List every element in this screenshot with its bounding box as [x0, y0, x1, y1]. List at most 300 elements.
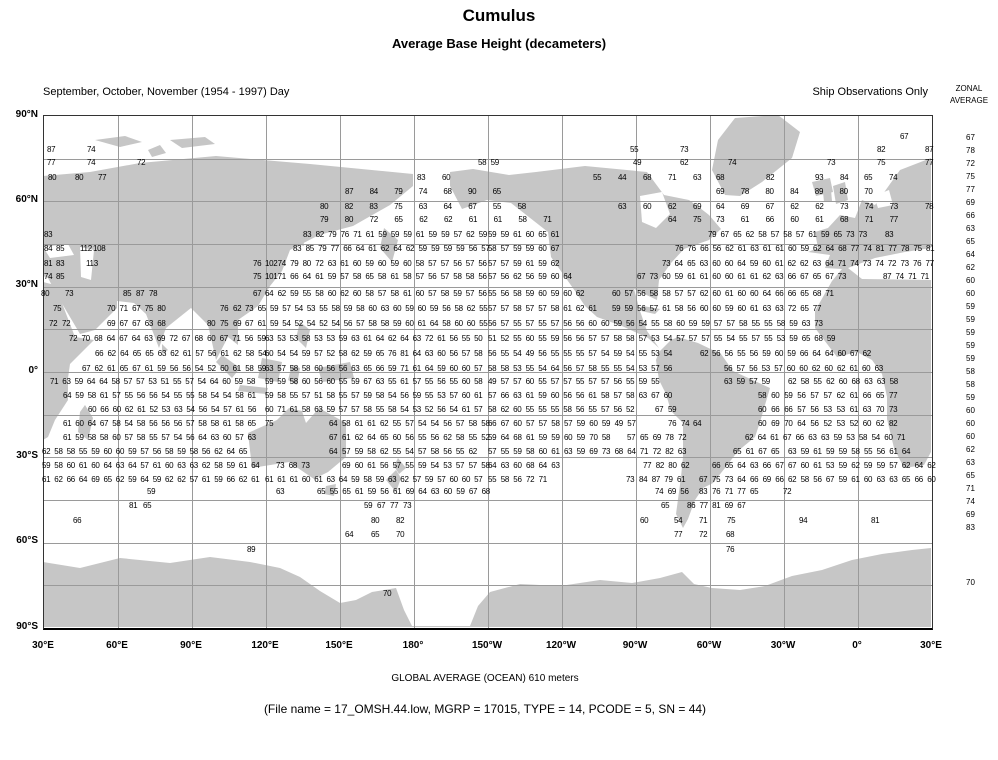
grid-value: 62: [790, 202, 799, 211]
grid-value: 63: [801, 319, 811, 328]
grid-value: 56: [613, 405, 622, 414]
grid-value: 83: [699, 487, 708, 496]
grid-value: 74: [728, 158, 737, 167]
grid-value: 61: [412, 364, 421, 373]
grid-value: 57: [136, 377, 145, 386]
grid-value: 72: [315, 259, 324, 268]
grid-value: 56: [400, 391, 409, 400]
grid-value: 57: [538, 304, 547, 313]
grid-value: 64: [737, 475, 746, 484]
zonal-average-value: 59: [966, 302, 975, 311]
grid-value: 58: [563, 405, 572, 414]
grid-value: 60: [525, 230, 534, 239]
grid-value: 74: [895, 272, 904, 281]
grid-value: 56: [712, 244, 721, 253]
grid-value: 67: [825, 272, 834, 281]
grid-value: 55: [538, 334, 547, 343]
grid-value: 73: [276, 461, 285, 470]
grid-value: 59: [327, 272, 337, 281]
grid-value: 62: [340, 289, 349, 298]
grid-value: 55: [563, 349, 572, 358]
zonal-average-value: 59: [966, 315, 975, 324]
grid-value: 59: [290, 289, 299, 298]
grid-value: 60: [538, 447, 547, 456]
grid-value: 61: [687, 272, 696, 281]
grid-value: 66: [799, 349, 809, 358]
grid-value: 61: [588, 304, 597, 313]
grid-value: 61: [849, 391, 858, 400]
grid-value: 59: [576, 433, 585, 442]
grid-value: 60: [91, 461, 100, 470]
grid-value: 59: [429, 304, 439, 313]
grid-value: 52: [294, 319, 303, 328]
grid-value: 59: [525, 244, 534, 253]
grid-value: 62: [699, 289, 709, 298]
grid-value: 55: [455, 447, 465, 456]
grid-value: 59: [538, 391, 547, 400]
grid-value: 55: [424, 391, 434, 400]
grid-value: 57: [500, 244, 509, 253]
grid-value: 60: [663, 391, 672, 400]
grid-value: 64: [209, 377, 219, 386]
grid-value: 64: [86, 377, 96, 386]
grid-value: 57: [674, 289, 684, 298]
grid-value: 57: [140, 447, 149, 456]
grid-value: 62: [762, 272, 771, 281]
grid-value: 56: [136, 391, 146, 400]
grid-value: 59: [405, 304, 414, 313]
grid-value: 57: [453, 230, 462, 239]
grid-value: 68: [812, 289, 822, 298]
grid-value: 63: [750, 244, 759, 253]
grid-value: 63: [144, 319, 153, 328]
grid-value: 59: [838, 461, 847, 470]
grid-value: 66: [771, 405, 780, 414]
grid-value: 77: [889, 391, 898, 400]
grid-value: 64: [488, 461, 497, 470]
grid-value: 54: [210, 391, 219, 400]
grid-value: 59: [490, 158, 499, 167]
grid-value: 59: [551, 433, 560, 442]
grid-value: 72: [49, 319, 58, 328]
grid-value: 73: [626, 475, 635, 484]
grid-value: 75: [265, 419, 274, 428]
grid-value: 55: [601, 364, 610, 373]
grid-value: 61: [340, 259, 349, 268]
grid-value: 59: [418, 244, 427, 253]
grid-value: 53: [823, 405, 832, 414]
grid-value: 53: [148, 377, 157, 386]
grid-value: 68: [726, 530, 735, 539]
grid-value: 67: [758, 447, 767, 456]
grid-value: 71: [668, 173, 677, 182]
grid-value: 62: [788, 377, 797, 386]
grid-value: 64: [367, 433, 376, 442]
grid-value: 56: [443, 419, 452, 428]
grid-value: 58: [465, 272, 475, 281]
grid-value: 61: [367, 419, 376, 428]
grid-value: 55: [392, 419, 401, 428]
grid-value: 59: [513, 259, 522, 268]
grid-value: 61: [851, 475, 860, 484]
grid-value: 61: [849, 364, 858, 373]
grid-value: 66: [750, 475, 759, 484]
grid-value: 72: [62, 319, 71, 328]
grid-value: 62: [107, 349, 116, 358]
grid-value: 59: [538, 272, 547, 281]
grid-value: 59: [390, 259, 399, 268]
grid-value: 74: [277, 259, 286, 268]
grid-value: 62: [238, 475, 248, 484]
grid-value: 57: [465, 289, 475, 298]
grid-value: 59: [550, 334, 560, 343]
grid-value: 56: [749, 364, 758, 373]
grid-value: 58: [210, 419, 219, 428]
grid-value: 57: [588, 377, 597, 386]
grid-value: 54: [638, 319, 647, 328]
grid-value: 89: [247, 545, 256, 554]
grid-value: 67: [783, 433, 792, 442]
grid-value: 61: [699, 272, 709, 281]
grid-value: 71: [864, 215, 874, 224]
grid-value: 53: [776, 334, 785, 343]
grid-value: 74: [889, 173, 898, 182]
grid-value: 58: [488, 364, 497, 373]
grid-value: 66: [787, 272, 796, 281]
grid-value: 71: [353, 230, 362, 239]
grid-value: 59: [367, 487, 376, 496]
grid-value: 61: [770, 433, 779, 442]
grid-value: 60: [112, 433, 121, 442]
grid-value: 65: [375, 349, 384, 358]
grid-value: 61: [63, 419, 72, 428]
grid-value: 52: [481, 433, 490, 442]
zonal-average-value: 59: [966, 354, 975, 363]
grid-value: 63: [638, 391, 647, 400]
grid-value: 57: [797, 405, 806, 414]
grid-value: 65: [119, 364, 128, 373]
grid-value: 69: [762, 475, 771, 484]
grid-value: 67: [119, 334, 128, 343]
grid-value: 58: [663, 319, 672, 328]
grid-value: 54: [418, 419, 427, 428]
grid-value: 58: [800, 475, 809, 484]
grid-value: 59: [826, 334, 836, 343]
grid-value: 60: [712, 272, 721, 281]
grid-value: 84: [840, 173, 849, 182]
grid-value: 59: [749, 259, 759, 268]
grid-value: 71: [639, 447, 649, 456]
grid-value: 57: [185, 377, 194, 386]
grid-value: 64: [87, 419, 96, 428]
grid-value: 67: [119, 319, 128, 328]
grid-value: 61: [493, 215, 502, 224]
grid-value: 60: [207, 334, 216, 343]
grid-value: 56: [513, 475, 522, 484]
grid-value: 72: [887, 259, 897, 268]
grid-value: 64: [716, 202, 725, 211]
grid-value: 60: [513, 405, 522, 414]
grid-value: 63: [618, 202, 627, 211]
grid-value: 67: [245, 319, 254, 328]
grid-value: 57: [461, 349, 471, 358]
grid-value: 52: [823, 419, 832, 428]
grid-value: 59: [157, 364, 166, 373]
grid-value: 59: [513, 244, 522, 253]
grid-value: 71: [538, 475, 547, 484]
grid-value: 67: [651, 391, 660, 400]
grid-value: 74: [418, 187, 428, 196]
grid-value: 64: [797, 419, 806, 428]
grid-value: 64: [120, 349, 129, 358]
grid-value: 74: [863, 244, 872, 253]
grid-value: 60: [788, 244, 797, 253]
grid-value: 49: [525, 349, 534, 358]
grid-value: 61: [251, 475, 260, 484]
grid-value: 63: [788, 447, 797, 456]
grid-value: 58: [776, 319, 785, 328]
grid-value: 55: [405, 461, 414, 470]
grid-value: 62: [233, 304, 242, 313]
grid-value: 68: [443, 187, 452, 196]
grid-value: 59: [613, 319, 622, 328]
grid-value: 62: [54, 475, 63, 484]
grid-value: 77: [699, 501, 708, 510]
grid-value: 67: [550, 244, 560, 253]
grid-value: 57: [687, 289, 696, 298]
grid-value: 53: [836, 419, 845, 428]
grid-value: 80: [371, 516, 380, 525]
grid-value: 59: [838, 475, 847, 484]
grid-value: 60: [461, 364, 471, 373]
zonal-average-value: 69: [966, 198, 975, 207]
grid-value: 60: [165, 461, 174, 470]
grid-value: 64: [345, 530, 354, 539]
grid-value: 65: [492, 187, 501, 196]
grid-value: 67: [850, 349, 859, 358]
grid-value: 61: [813, 447, 822, 456]
grid-value: 70: [875, 405, 885, 414]
grid-value: 61: [232, 364, 241, 373]
lat-tick-label: 30°S: [16, 450, 38, 461]
grid-value: 80: [302, 259, 311, 268]
grid-value: 87: [345, 187, 354, 196]
grid-value: 81: [871, 516, 880, 525]
grid-value: 63: [380, 304, 389, 313]
grid-value: 63: [265, 364, 274, 373]
grid-value: 60: [538, 289, 547, 298]
grid-value: 57: [688, 334, 698, 343]
grid-value: 59: [431, 244, 440, 253]
lat-tick-label: 0°: [28, 365, 38, 376]
grid-value: 80: [207, 319, 216, 328]
zonal-average-value: 63: [966, 458, 975, 467]
grid-value: 61: [740, 215, 750, 224]
grid-value: 62: [745, 230, 754, 239]
grid-value: 63: [418, 202, 428, 211]
grid-value: 52: [849, 419, 858, 428]
grid-value: 62: [380, 447, 389, 456]
grid-value: 57: [474, 475, 483, 484]
grid-value: 57: [500, 304, 509, 313]
grid-value: 66: [862, 391, 872, 400]
grid-value: 53: [638, 364, 647, 373]
grid-value: 56: [428, 272, 437, 281]
grid-value: 53: [412, 405, 421, 414]
grid-value: 60: [862, 419, 872, 428]
grid-value: 72: [783, 487, 792, 496]
grid-value: 60: [737, 304, 746, 313]
grid-value: 65: [833, 230, 842, 239]
grid-value: 60: [352, 289, 362, 298]
grid-value: 65: [342, 487, 351, 496]
grid-value: 56: [563, 364, 572, 373]
grid-value: 67: [329, 433, 338, 442]
grid-value: 64: [812, 349, 821, 358]
grid-value: 61: [737, 272, 746, 281]
zonal-average-value: 77: [966, 185, 975, 194]
grid-value: 59: [378, 230, 387, 239]
grid-value: 101: [265, 272, 278, 281]
grid-value: 68: [814, 334, 823, 343]
grid-value: 54: [211, 405, 220, 414]
grid-value: 63: [327, 259, 337, 268]
grid-value: 57: [601, 405, 610, 414]
grid-value: 65: [687, 259, 696, 268]
grid-value: 55: [461, 334, 471, 343]
lat-tick-label: 90°N: [15, 109, 38, 120]
grid-value: 67: [99, 419, 109, 428]
grid-value: 75: [220, 319, 229, 328]
grid-value: 67: [800, 272, 809, 281]
grid-value: 63: [513, 391, 522, 400]
grid-value: 71: [119, 304, 128, 313]
grid-value: 62: [201, 461, 211, 470]
grid-value: 59: [863, 461, 873, 470]
grid-value: 52: [319, 319, 328, 328]
grid-value: 73: [846, 230, 855, 239]
grid-value: 63: [430, 487, 440, 496]
grid-value: 59: [42, 461, 51, 470]
grid-value: 59: [74, 377, 83, 386]
grid-value: 55: [538, 377, 547, 386]
grid-value: 71: [724, 487, 733, 496]
grid-value: 60: [927, 475, 936, 484]
grid-value: 55: [289, 391, 298, 400]
grid-value: 60: [640, 516, 649, 525]
grid-value: 57: [377, 289, 387, 298]
grid-value: 61: [289, 475, 298, 484]
grid-value: 57: [751, 334, 760, 343]
grid-value: 59: [437, 364, 446, 373]
grid-value: 64: [443, 202, 452, 211]
grid-value: 59: [443, 244, 452, 253]
grid-value: 58: [277, 391, 286, 400]
grid-value: 59: [762, 349, 771, 358]
grid-value: 59: [363, 391, 372, 400]
grid-value: 64: [627, 447, 636, 456]
grid-value: 57: [526, 419, 535, 428]
grid-value: 58: [517, 202, 526, 211]
grid-value: 74: [850, 259, 859, 268]
grid-value: 59: [612, 304, 621, 313]
grid-value: 57: [488, 272, 497, 281]
grid-value: 86: [687, 501, 696, 510]
grid-value: 68: [838, 244, 847, 253]
grid-value: 66: [775, 475, 784, 484]
grid-value: 64: [668, 215, 677, 224]
grid-value: 56: [161, 419, 170, 428]
grid-value: 61: [468, 215, 478, 224]
grid-value: 58: [342, 419, 351, 428]
grid-value: 63: [750, 461, 759, 470]
grid-value: 59: [488, 230, 497, 239]
zonal-average-value: 72: [966, 159, 975, 168]
grid-value: 61: [762, 244, 772, 253]
grid-value: 54: [306, 319, 316, 328]
grid-value: 56: [314, 377, 323, 386]
grid-value: 61: [417, 319, 426, 328]
grid-value: 57: [186, 419, 195, 428]
grid-value: 61: [849, 405, 858, 414]
grid-value: 59: [301, 349, 311, 358]
grid-value: 62: [851, 461, 860, 470]
zonal-average-value: 60: [966, 406, 975, 415]
grid-value: 62: [405, 244, 415, 253]
grid-value: 55: [449, 377, 458, 386]
grid-value: 55: [575, 349, 585, 358]
grid-value: 56: [724, 364, 733, 373]
grid-value: 72: [699, 530, 708, 539]
grid-value: 56: [326, 364, 335, 373]
grid-value: 64: [302, 272, 311, 281]
lon-tick-label: 90°E: [180, 640, 202, 651]
grid-value: 87: [883, 272, 892, 281]
grid-value: 68: [513, 433, 522, 442]
grid-value: 59: [701, 319, 710, 328]
grid-value: 62: [836, 391, 845, 400]
grid-value: 56: [749, 349, 758, 358]
grid-value: 60: [538, 244, 547, 253]
grid-value: 58: [289, 364, 298, 373]
grid-value: 71: [543, 215, 552, 224]
grid-value: 54: [161, 391, 170, 400]
grid-value: 60: [466, 319, 476, 328]
grid-value: 65: [132, 349, 141, 358]
grid-value: 57: [513, 377, 522, 386]
grid-value: 63: [174, 405, 183, 414]
grid-value: 65: [724, 461, 733, 470]
grid-value: 65: [247, 419, 256, 428]
grid-value: 60: [115, 447, 125, 456]
grid-value: 57: [338, 405, 348, 414]
grid-value: 73: [889, 202, 898, 211]
grid-value: 57: [342, 447, 351, 456]
grid-value: 60: [601, 319, 610, 328]
grid-value: 66: [375, 364, 384, 373]
grid-value: 84: [369, 187, 378, 196]
grid-value: 51: [160, 377, 169, 386]
grid-value: 63: [876, 377, 886, 386]
lon-tick-label: 150°W: [471, 640, 503, 651]
grid-value: 60: [265, 349, 274, 358]
grid-value: 56: [468, 244, 477, 253]
grid-value: 63: [775, 304, 784, 313]
zonal-average-value: 58: [966, 380, 975, 389]
grid-value: 87: [925, 145, 934, 154]
grid-value: 82: [766, 173, 775, 182]
grid-value: 63: [412, 334, 421, 343]
